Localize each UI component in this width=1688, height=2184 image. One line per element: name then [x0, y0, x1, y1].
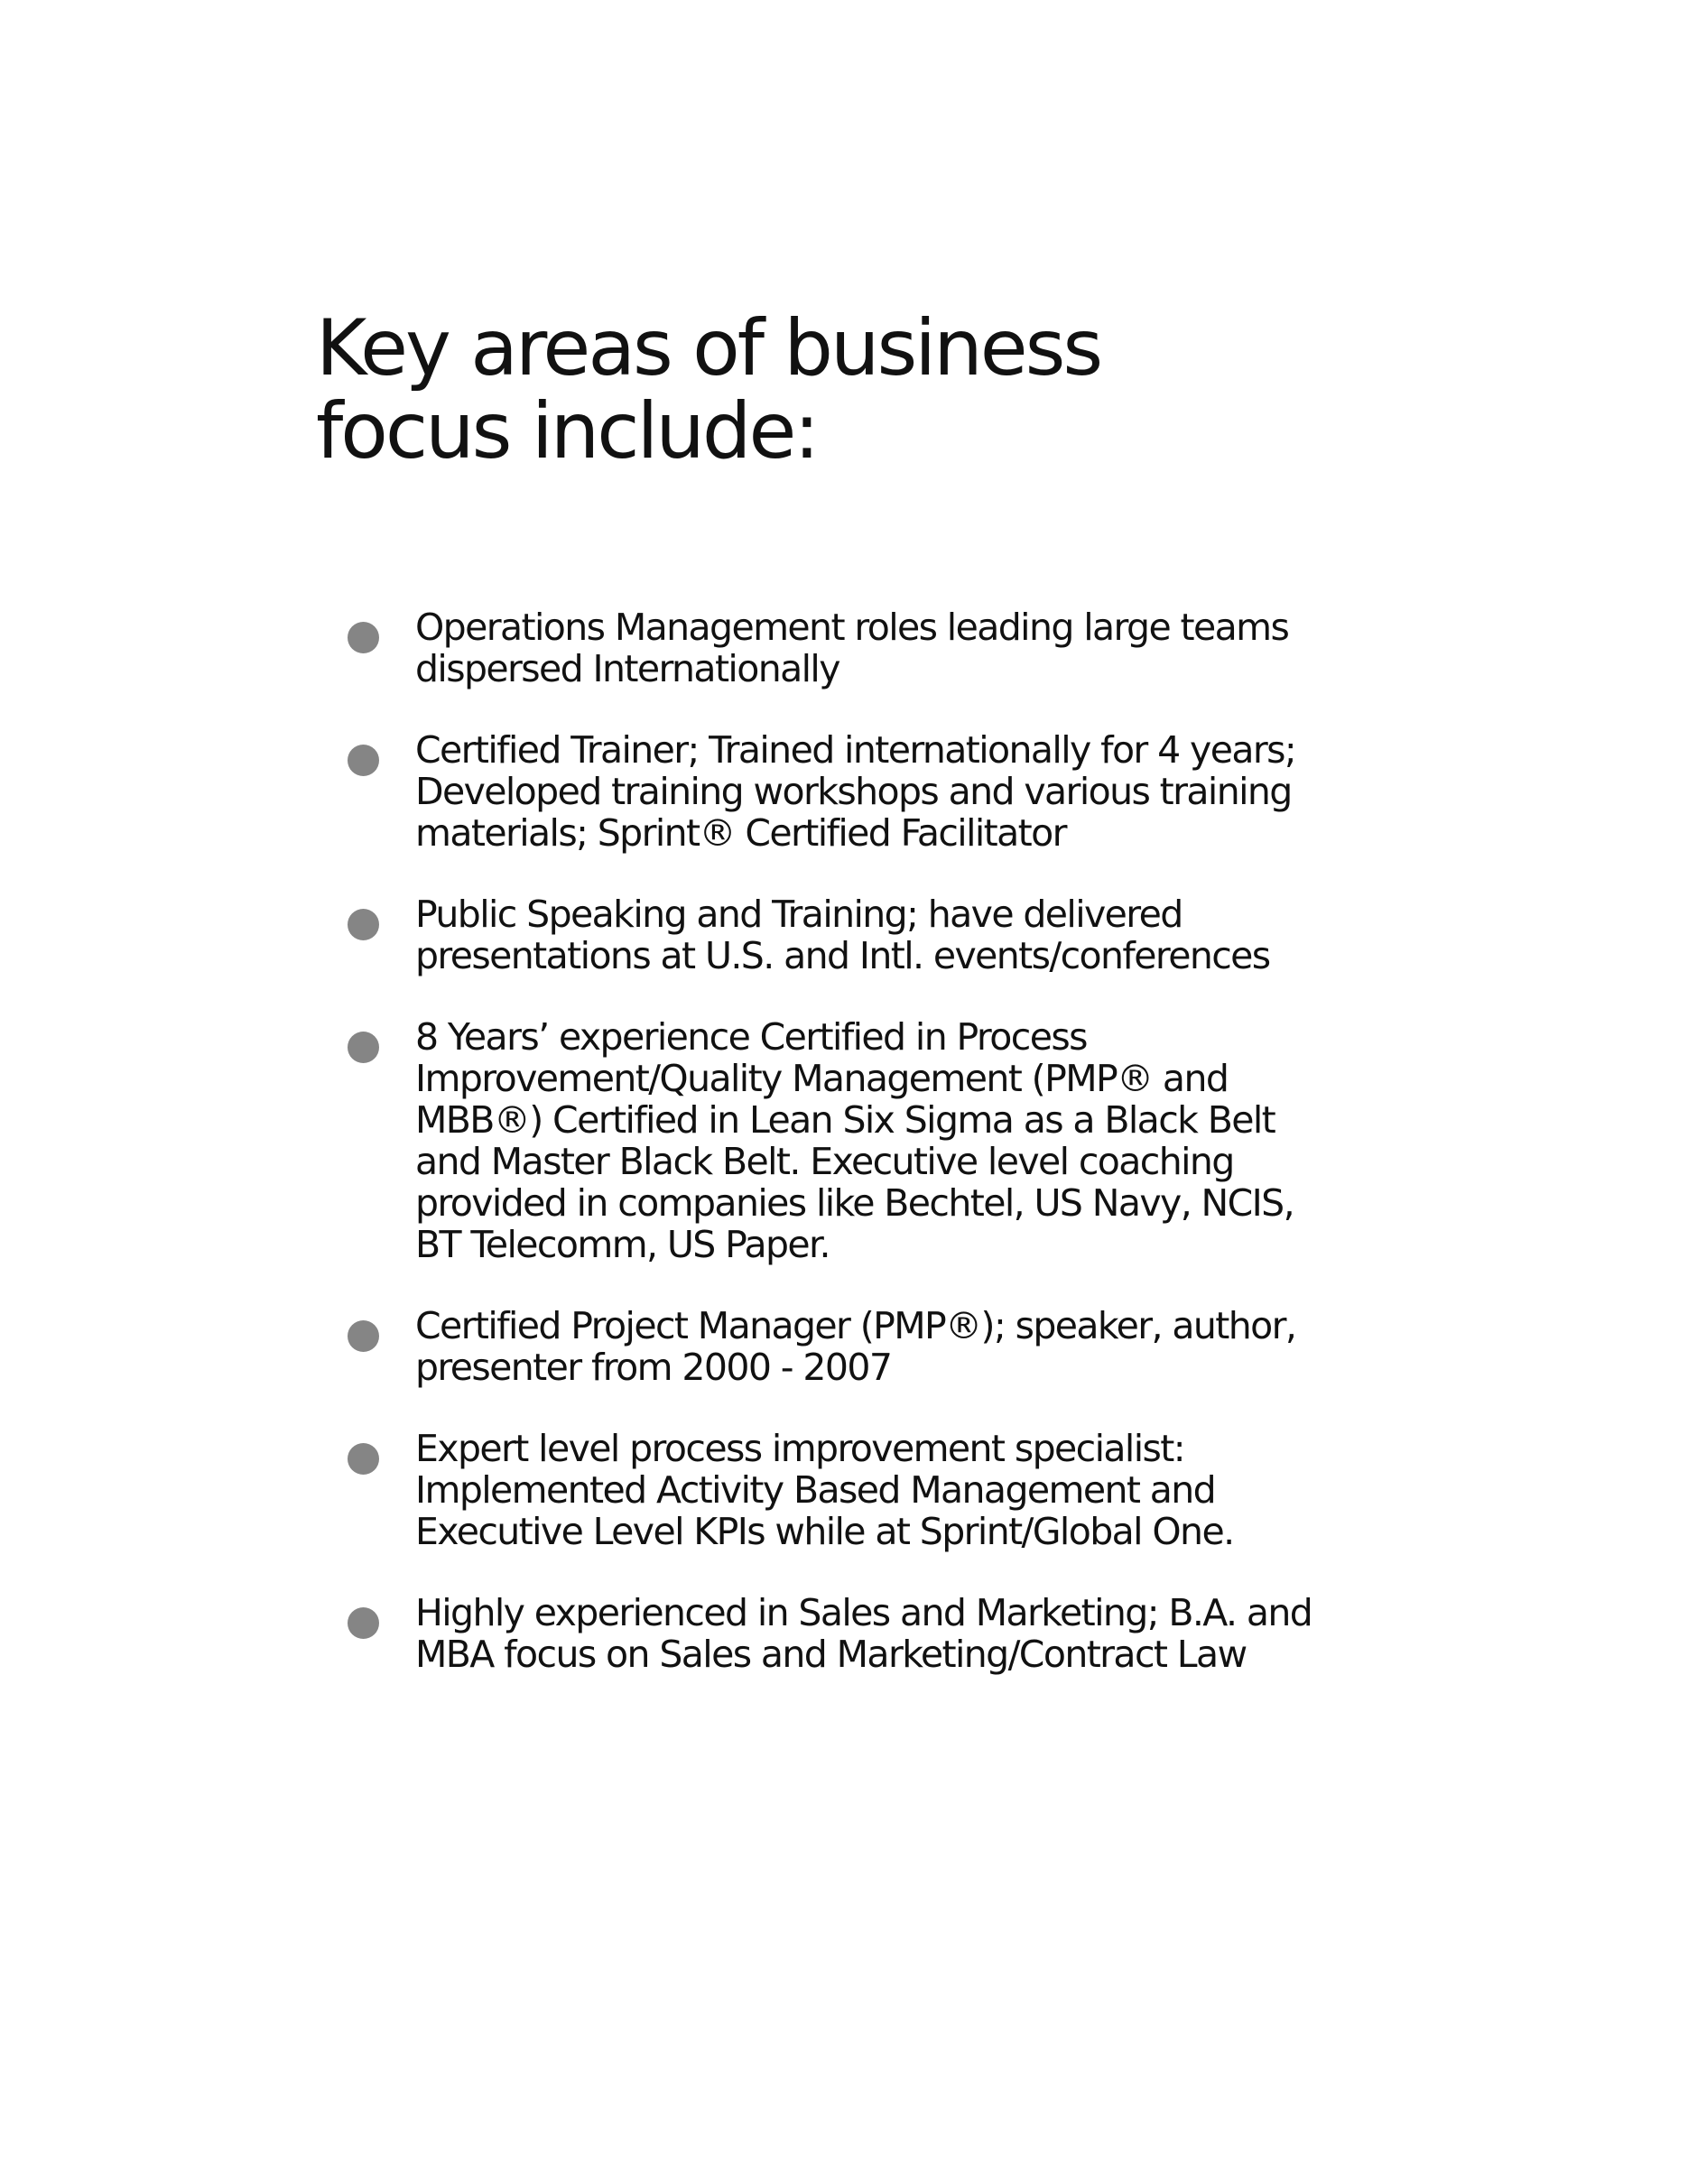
bullet-dot-icon: [348, 1607, 379, 1639]
list-item-text: Certified Project Manager (PMP®); speaker, author, presenter from 2000 - 2007: [415, 1304, 1296, 1389]
list-item-text: Expert level process improvement specialist: Implemented Activity Based Management and Executive Level KPIs while at Sprint/Global One.: [415, 1427, 1234, 1553]
list-item: [348, 729, 1368, 854]
list-item: [348, 893, 1368, 976]
list-item: [348, 1428, 1368, 1552]
bullet-dot-icon: [348, 745, 379, 776]
list-item: [348, 606, 1368, 689]
list-item-text: Public Speaking and Training; have delivered presentations at U.S. and Intl. events/conferences: [415, 893, 1270, 977]
page-title: Key areas of business focus include:: [316, 303, 1101, 477]
bullet-dot-icon: [348, 1443, 379, 1475]
list-item: [348, 1592, 1368, 1675]
focus-areas-list: [348, 606, 1368, 1715]
list-item-text: Highly experienced in Sales and Marketing; B.A. and MBA focus on Sales and Marketing/Contract Law: [415, 1591, 1312, 1676]
bullet-dot-icon: [348, 909, 379, 940]
list-item-text: 8 Years’ experience Certified in Process Improvement/Quality Management (PMP® and MBB®) Certified in Lean Six Sigma as a Black Belt and Master Black Belt. Executive level coaching provided in companies like Bechtel, US Navy, NCIS, BT Telecomm, US Paper.: [415, 1015, 1294, 1266]
list-item: [348, 1016, 1368, 1265]
bullet-dot-icon: [348, 1320, 379, 1352]
list-item-text: Operations Management roles leading large teams dispersed Internationally: [415, 606, 1289, 690]
list-item-text: Certified Trainer; Trained internationally for 4 years; Developed training workshops and various training materials; Sprint® Certified Facilitator: [415, 728, 1296, 855]
bullet-dot-icon: [348, 1032, 379, 1063]
list-item: [348, 1305, 1368, 1388]
bullet-dot-icon: [348, 622, 379, 653]
